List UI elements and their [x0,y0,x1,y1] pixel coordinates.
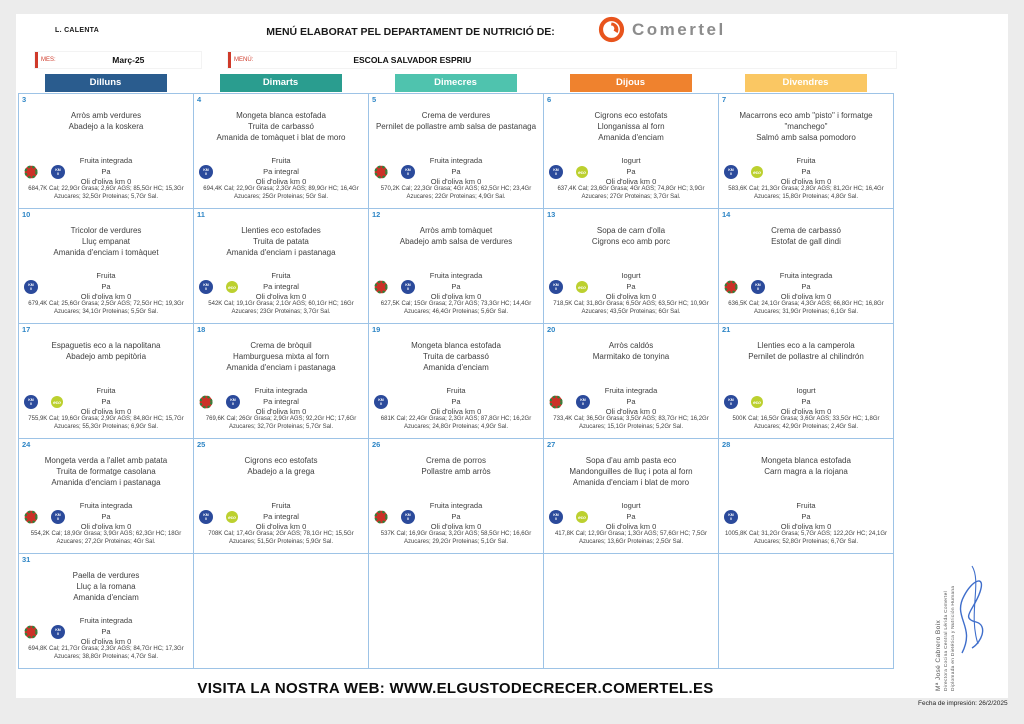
dish: Salmó amb salsa pomodoro [756,133,856,142]
side-item: Fruita [96,386,116,395]
nutrition-info: 570,2K Cal; 22,3Gr Grasa; 4Gr AGS; 62,5Gr HC; 23,4Gr Azucares; 22Gr Proteinas; 4,9Gr Sal. [380,186,532,200]
icon-row [199,165,213,179]
day-number: 13 [547,210,556,219]
comertel-logo-icon [598,16,625,43]
icon-row [24,165,65,179]
side-item: Pa [451,281,461,291]
side-item: Oli d'oliva km 0 [255,292,307,301]
eco-icon: eco [226,281,238,293]
side-item: Pa [801,166,811,176]
side-item: Fruita integrada [254,386,308,395]
dish: Truita de carbassó [248,122,314,131]
side-item: Pa [451,166,461,176]
side-item: Oli d'oliva km 0 [80,522,132,531]
dish-list [548,455,714,488]
weekday-header-dijous: Dijous [570,74,692,92]
nutrition-info: 694,4K Cal; 22,9Gr Grasa; 2,3Gr AGS; 89,9Gr HC; 16,4Gr Azucares; 25Gr Proteinas; 5Gr Sal. [203,186,359,200]
km0-icon: KM 0 [199,165,213,179]
dish: Abadejo amb pepitòria [65,352,147,361]
menu-label: MENÚ: [234,57,254,63]
dish-list [373,110,539,132]
weekday-header-divendres: Divendres [745,74,867,92]
km0-icon: KM 0 [751,280,765,294]
side-item: Oli d'oliva km 0 [80,177,132,186]
side-item: Fruita integrada [429,501,483,510]
side-item: Pa [451,511,461,521]
dish-list [373,455,539,477]
signature-qualification: Diplomada en Dietética y Nutrición Humana [951,585,956,691]
menu-field [228,52,896,68]
day-number: 27 [547,440,556,449]
signature-role: Directora Cocina Central Lérida Comertel [944,591,949,691]
side-item: Fruita [271,501,291,510]
icon-row [549,280,588,294]
day-number: 28 [722,440,731,449]
day-number: 24 [22,440,31,449]
side-item: Fruita [271,271,291,280]
side-item: Iogurt [621,156,641,165]
eco-icon: eco [751,396,763,408]
side-item: Oli d'oliva km 0 [430,522,482,531]
dish: Espaguetis eco a la napolitana [51,341,161,350]
calendar-grid [18,93,894,669]
side-item: Oli d'oliva km 0 [430,407,482,416]
day-number: 12 [372,210,381,219]
eco-icon: eco [226,511,238,523]
side-item: Pa [101,281,111,291]
day-number: 19 [372,325,381,334]
tomato-icon [24,625,38,639]
dish: Llenties eco a la camperola [757,341,855,350]
eco-icon: eco [576,281,588,293]
dish: Mongeta blanca estofada [411,341,501,350]
tomato-icon [374,165,388,179]
side-item: Oli d'oliva km 0 [605,292,657,301]
month-label: MES: [41,57,56,63]
day-number: 3 [22,95,27,104]
km0-icon: KM 0 [724,165,738,179]
eco-icon: eco [51,396,63,408]
side-item: Oli d'oliva km 0 [605,177,657,186]
nutrition-info: 417,8K Cal; 12,9Gr Grasa; 1,3Gr AGS; 57,6Gr HC; 7,5Gr Azucares; 13,6Gr Proteinas; 2,5Gr Sal. [554,531,708,545]
icon-row [24,395,63,409]
side-list [373,386,539,418]
day-cell-7 [719,94,894,209]
day-number: 17 [22,325,31,334]
icon-row [24,280,38,294]
side-item: Fruita integrada [429,156,483,165]
side-item: Oli d'oliva km 0 [255,407,307,416]
icon-row [374,165,415,179]
km0-icon: KM 0 [401,165,415,179]
dish: Crema de carbassó [771,226,841,235]
side-item: Pa [101,626,111,636]
icon-row [724,165,763,179]
km0-icon: KM 0 [51,510,65,524]
side-item: Pa integral [263,281,299,291]
eco-icon: eco [576,511,588,523]
day-cell-27 [544,439,719,554]
nutrition-info: 627,5K Cal; 15Gr Grasa; 2,7Gr AGS; 73,3Gr HC; 14,4Gr Azucares; 46,4Gr Proteinas; 5,6Gr Sal. [380,301,532,315]
tomato-icon [199,395,213,409]
dish: Pollastre amb arròs [421,467,491,476]
dish-list [373,225,539,247]
day-cell-26 [369,439,544,554]
day-number: 14 [722,210,731,219]
day-number: 7 [722,95,727,104]
dish: Amanida d'enciam i pastanaga [51,478,161,487]
day-cell-6 [544,94,719,209]
icon-row [549,510,588,524]
dish: Amanida d'enciam [423,363,489,372]
nutrition-info: 1005,8K Cal; 31,2Gr Grasa; 5,7Gr AGS; 122,2Gr HC; 24,1Gr Azucares; 52,8Gr Proteinas; 6,7Gr Sal. [724,531,888,545]
dish-list [723,225,889,247]
weekday-header-row [18,74,893,92]
dish: Tricolor de verdures [70,226,142,235]
km0-icon: KM 0 [549,165,563,179]
dish: Truita de carbassó [423,352,489,361]
nutrition-info: 537K Cal; 16,9Gr Grasa; 3,2Gr AGS; 58,5Gr HC; 16,6Gr Azucares; 29,2Gr Proteinas; 5,1Gr Sal. [380,531,532,545]
day-cell-28 [719,439,894,554]
dish: Hamburguesa mixta al forn [232,352,330,361]
month-value: Març-25 [112,55,145,65]
km0-icon: KM 0 [401,280,415,294]
day-cell-13 [544,209,719,324]
km0-icon: KM 0 [401,510,415,524]
side-item: Fruita integrada [604,386,658,395]
day-cell-17 [19,324,194,439]
dish: Amanida d'enciam i blat de moro [572,478,690,487]
side-item: Pa integral [263,511,299,521]
dish-list [198,455,364,477]
km0-icon: KM 0 [199,280,213,294]
dish: Lluç a la romana [76,582,136,591]
dish: Cigrons eco estofats [594,111,668,120]
dish-list [723,110,889,143]
km0-icon: KM 0 [24,280,38,294]
icon-row [724,395,763,409]
day-cell-12 [369,209,544,324]
nutrition-info: 583,6K Cal; 21,3Gr Grasa; 2,8Gr AGS; 81,2Gr HC; 16,4Gr Azucares; 15,8Gr Proteinas; 4,8Gr Sal. [728,186,884,200]
side-item: Oli d'oliva km 0 [255,177,307,186]
eco-icon: eco [751,166,763,178]
side-item: Pa [801,511,811,521]
dish: Arròs caldós [608,341,654,350]
weekday-header-dimecres: Dimecres [395,74,517,92]
day-cell-21 [719,324,894,439]
dish: Mongeta verda a l'allet amb patata [44,456,168,465]
day-cell-14 [719,209,894,324]
side-item: Pa [626,281,636,291]
service-type-label: L. CALENTA [55,27,100,34]
month-field [35,52,201,68]
dish: Amanida d'enciam i tomàquet [53,248,159,257]
tomato-icon [24,165,38,179]
side-item: Fruita [96,271,116,280]
dish-list [198,110,364,143]
km0-icon: KM 0 [549,510,563,524]
side-item: Oli d'oliva km 0 [255,522,307,531]
tomato-icon [374,280,388,294]
tomato-icon [549,395,563,409]
icon-row [724,510,738,524]
dish: Amanida d'enciam [73,593,139,602]
side-list [198,156,364,188]
tomato-icon [24,510,38,524]
dish: Llenties eco estofades [241,226,321,235]
dish: Cigrons eco amb porc [591,237,671,246]
weekday-header-dilluns: Dilluns [45,74,167,92]
side-item: Pa [626,166,636,176]
dish: Llonganissa al forn [597,122,665,131]
side-item: Fruita integrada [429,271,483,280]
dish: Amanida de tomàquet i blat de moro [216,133,346,142]
nutrition-info: 679,4K Cal; 25,6Gr Grasa; 2,5Gr AGS; 72,5Gr HC; 19,3Gr Azucares; 34,1Gr Proteinas; 5,5Gr Sal. [28,301,184,315]
dish-list [723,340,889,362]
day-number: 20 [547,325,556,334]
day-cell-empty [194,554,369,669]
side-item: Fruita integrada [79,616,133,625]
tomato-icon [724,280,738,294]
dish-list [23,225,189,258]
side-item: Iogurt [621,501,641,510]
dish: Crema de verdures [421,111,491,120]
dish-list [198,225,364,258]
day-cell-24 [19,439,194,554]
side-list [23,271,189,303]
eco-icon: eco [576,166,588,178]
nutrition-info: 718,5K Cal; 31,8Gr Grasa; 6,5Gr AGS; 63,5Gr HC; 10,9Gr Azucares; 43,5Gr Proteinas; 6Gr Sal. [553,301,709,315]
km0-icon: KM 0 [51,625,65,639]
icon-row [199,510,238,524]
side-item: Fruita integrada [779,271,833,280]
dish: Lluç empanat [81,237,131,246]
icon-row [199,280,238,294]
print-date: Fecha de impresión: 26/2/2025 [918,700,1008,707]
side-item: Fruita integrada [79,156,133,165]
dish-list [23,340,189,362]
dish-list [548,110,714,143]
signature-block [934,551,976,691]
side-item: Oli d'oliva km 0 [430,177,482,186]
nutrition-info: 755,9K Cal; 19,6Gr Grasa; 2,9Gr AGS; 84,8Gr HC; 15,7Gr Azucares; 55,3Gr Proteinas; 6,9Gr Sal. [28,416,184,430]
side-item: Pa integral [263,396,299,406]
day-cell-19 [369,324,544,439]
day-cell-11 [194,209,369,324]
km0-icon: KM 0 [724,395,738,409]
side-item: Oli d'oliva km 0 [80,292,132,301]
comertel-logo [598,16,726,43]
side-item: Oli d'oliva km 0 [780,522,832,531]
icon-row [724,280,765,294]
dish: Carn magra a la riojana [764,467,848,476]
day-number: 18 [197,325,206,334]
side-item: Fruita [796,501,816,510]
tomato-icon [374,510,388,524]
day-cell-empty [369,554,544,669]
dish: Paella de verdures [72,571,140,580]
nutrition-info: 694,8K Cal; 21,7Gr Grasa; 2,3Gr AGS; 84,7Gr HC; 17,3Gr Azucares; 38,8Gr Proteinas; 4,7Gr Sal. [28,646,184,660]
day-number: 25 [197,440,206,449]
dish-list [548,340,714,362]
dish: Mongeta blanca estofada [761,456,851,465]
day-number: 31 [22,555,31,564]
side-item: Oli d'oliva km 0 [780,177,832,186]
dish-list [23,110,189,132]
day-cell-5 [369,94,544,209]
side-item: Iogurt [621,271,641,280]
dish-list [198,340,364,373]
side-item: Fruita integrada [79,501,133,510]
side-item: Pa [801,396,811,406]
nutrition-info: 554,2K Cal; 18,9Gr Grasa; 3,9Gr AGS; 62,3Gr HC; 18Gr Azucares; 27,2Gr Proteinas; 4Gr Sal. [30,531,182,545]
dish-list [23,455,189,488]
dish-list [723,455,889,477]
dish-list [548,225,714,247]
dish: Amanida d'enciam i pastanaga [226,363,336,372]
dish: Abadejo a la grega [247,467,315,476]
side-item: Pa [101,511,111,521]
icon-row [549,395,590,409]
dish: Arròs amb tomàquet [419,226,493,235]
day-number: 6 [547,95,552,104]
dish: Marmitako de tonyina [592,352,670,361]
km0-icon: KM 0 [24,395,38,409]
km0-icon: KM 0 [51,165,65,179]
nutrition-info: 684,7K Cal; 22,9Gr Grasa; 2,6Gr AGS; 85,5Gr HC; 15,3Gr Azucares; 32,5Gr Proteinas; 5,7Gr Sal. [28,186,184,200]
side-item: Pa [451,396,461,406]
day-number: 21 [722,325,731,334]
dish: Amanida d'enciam i pastanaga [226,248,336,257]
dish: Truita de formatge casolana [56,467,156,476]
side-item: Pa [101,396,111,406]
signature-name: Mª José Cabrero Boix [935,619,942,691]
nutrition-info: 769,6K Cal; 26Gr Grasa; 2,9Gr AGS; 92,2Gr HC; 17,6Gr Azucares; 32,7Gr Proteinas; 5,7Gr Sal. [205,416,357,430]
nutrition-info: 733,4K Cal; 36,5Gr Grasa; 3,5Gr AGS; 83,7Gr HC; 16,2Gr Azucares; 15,1Gr Proteinas; 5,2Gr Sal. [553,416,709,430]
side-item: Pa integral [263,166,299,176]
day-number: 10 [22,210,31,219]
dish: Crema de porros [425,456,487,465]
side-item: Pa [801,281,811,291]
brand-name: Comertel [632,19,726,39]
side-item: Pa [626,511,636,521]
day-cell-20 [544,324,719,439]
dish: Truita de patata [253,237,309,246]
nutrition-info: 637,4K Cal; 23,6Gr Grasa; 4Gr AGS; 74,8Gr HC; 3,9Gr Azucares; 27Gr Proteinas; 3,7Gr Sal. [557,186,705,200]
nutrition-info: 681K Cal; 22,4Gr Grasa; 2,3Gr AGS; 87,8Gr HC; 16,2Gr Azucares; 24,8Gr Proteinas; 4,9Gr Sal. [380,416,532,430]
page-title: MENÚ ELABORAT PEL DEPARTAMENT DE NUTRICIÓ DE: [266,26,555,38]
day-cell-3 [19,94,194,209]
nutrition-info: 636,5K Cal; 24,1Gr Grasa; 4,3Gr AGS; 66,8Gr HC; 16,8Gr Azucares; 31,9Gr Proteinas; 6,1Gr Sal. [728,301,884,315]
side-item: Oli d'oliva km 0 [605,407,657,416]
km0-icon: KM 0 [724,510,738,524]
dish: Estofat de gall dindi [771,237,841,246]
nutrition-info: 708K Cal; 17,4Gr Grasa; 2Gr AGS; 78,1Gr HC; 15,5Gr Azucares; 51,5Gr Proteinas; 5,9Gr Sal. [208,531,354,545]
side-item: Oli d'oliva km 0 [780,407,832,416]
side-item: Fruita [271,156,291,165]
dish-list [373,340,539,373]
menu-value: ESCOLA SALVADOR ESPRIU [353,55,472,65]
dish-list [23,570,189,603]
dish: Macarrons eco amb "pisto" i formatge "manchego" [739,111,873,131]
side-list [723,501,889,533]
day-number: 5 [372,95,377,104]
km0-icon: KM 0 [549,280,563,294]
nutrition-info: 542K Cal; 19,1Gr Grasa; 2,1Gr AGS; 60,1Gr HC; 16Gr Azucares; 23Gr Proteinas; 3,7Gr Sal. [208,301,354,315]
day-cell-18 [194,324,369,439]
side-item: Oli d'oliva km 0 [780,292,832,301]
side-item: Oli d'oliva km 0 [605,522,657,531]
weekday-header-dimarts: Dimarts [220,74,342,92]
nutrition-info: 500K Cal; 16,5Gr Grasa; 3,6Gr AGS; 33,5Gr HC; 1,8Gr Azucares; 42,9Gr Proteinas; 2,4Gr Sal. [732,416,880,430]
dish: Mandonguilles de lluç i pota al forn [569,467,693,476]
day-cell-4 [194,94,369,209]
dish: Mongeta blanca estofada [236,111,326,120]
dish: Sopa d'au amb pasta eco [585,456,677,465]
day-number: 11 [197,210,205,219]
icon-row [374,280,415,294]
website-banner: VISITA LA NOSTRA WEB: WWW.ELGUSTODECRECER.COMERTEL.ES [197,680,714,697]
side-item: Oli d'oliva km 0 [430,292,482,301]
side-item: Fruita [446,386,466,395]
day-cell-25 [194,439,369,554]
icon-row [24,625,65,639]
day-cell-10 [19,209,194,324]
km0-icon: KM 0 [199,510,213,524]
km0-icon: KM 0 [374,395,388,409]
dish: Cigrons eco estofats [244,456,318,465]
side-item: Oli d'oliva km 0 [80,637,132,646]
day-cell-empty [544,554,719,669]
dish: Abadejo a la koskera [68,122,144,131]
icon-row [374,395,388,409]
icon-row [374,510,415,524]
dish: Crema de bròquil [250,341,312,350]
icon-row [199,395,240,409]
dish: Sopa de carn d'olla [596,226,666,235]
icon-row [549,165,588,179]
day-cell-empty [719,554,894,669]
side-item: Pa [626,396,636,406]
km0-icon: KM 0 [576,395,590,409]
side-item: Fruita [796,156,816,165]
km0-icon: KM 0 [226,395,240,409]
day-number: 4 [197,95,202,104]
day-number: 26 [372,440,381,449]
icon-row [24,510,65,524]
dish: Pernilet de pollastre amb salsa de pastanaga [375,122,537,131]
day-cell-31 [19,554,194,669]
dish: Pernilet de pollastre al chilindrón [748,352,864,361]
dish: Arròs amb verdures [70,111,142,120]
side-item: Pa [101,166,111,176]
dish: Amanida d'enciam [598,133,664,142]
side-item: Iogurt [796,386,816,395]
dish: Abadejo amb salsa de verdures [399,237,513,246]
side-item: Oli d'oliva km 0 [80,407,132,416]
